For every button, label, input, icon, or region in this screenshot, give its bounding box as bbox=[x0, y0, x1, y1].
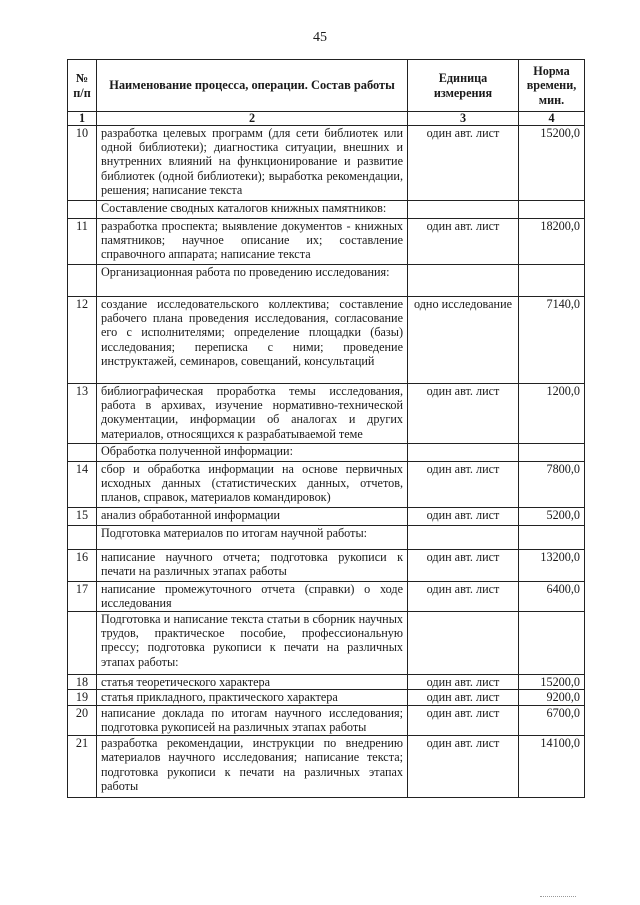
row-unit: один авт. лист bbox=[408, 219, 519, 265]
table-row bbox=[68, 297, 585, 384]
row-norm bbox=[519, 526, 585, 550]
row-norm bbox=[519, 201, 585, 219]
column-number: 2 bbox=[97, 112, 408, 126]
table-row bbox=[68, 508, 585, 526]
row-number: 21 bbox=[68, 736, 97, 798]
table-row bbox=[68, 219, 585, 265]
row-number: 15 bbox=[68, 508, 97, 526]
table-row bbox=[68, 736, 585, 798]
row-unit bbox=[408, 612, 519, 675]
row-norm: 1200,0 bbox=[519, 384, 585, 444]
row-number: 10 bbox=[68, 126, 97, 201]
row-description: Организационная работа по проведению исследования: bbox=[97, 265, 408, 297]
row-unit: один авт. лист bbox=[408, 126, 519, 201]
row-number bbox=[68, 265, 97, 297]
row-norm: 5200,0 bbox=[519, 508, 585, 526]
section-header-row bbox=[68, 201, 585, 219]
scan-mark bbox=[540, 896, 576, 899]
row-norm: 15200,0 bbox=[519, 675, 585, 690]
header-num: № п/п bbox=[68, 60, 97, 112]
row-norm bbox=[519, 265, 585, 297]
row-number bbox=[68, 201, 97, 219]
row-description: Подготовка и написание текста статьи в сборник научных трудов, практическое пособие, профессиональную прессу; подготовка рукописи к печати на различных этапах работы: bbox=[97, 612, 408, 675]
table-row bbox=[68, 462, 585, 508]
column-number: 4 bbox=[519, 112, 585, 126]
row-norm: 7140,0 bbox=[519, 297, 585, 384]
row-norm: 14100,0 bbox=[519, 736, 585, 798]
row-unit: один авт. лист bbox=[408, 462, 519, 508]
row-norm: 6400,0 bbox=[519, 582, 585, 612]
time-norms-table bbox=[67, 59, 585, 798]
section-header-row bbox=[68, 265, 585, 297]
row-number: 12 bbox=[68, 297, 97, 384]
row-unit: один авт. лист bbox=[408, 736, 519, 798]
row-number: 19 bbox=[68, 690, 97, 706]
header-norm: Норма времени, мин. bbox=[519, 60, 585, 112]
section-header-row bbox=[68, 526, 585, 550]
table-row bbox=[68, 384, 585, 444]
table-row bbox=[68, 690, 585, 706]
row-unit: один авт. лист bbox=[408, 675, 519, 690]
row-number: 17 bbox=[68, 582, 97, 612]
row-unit bbox=[408, 526, 519, 550]
row-description: анализ обработанной информации bbox=[97, 508, 408, 526]
row-description: статья прикладного, практического характера bbox=[97, 690, 408, 706]
column-number: 3 bbox=[408, 112, 519, 126]
row-description: сбор и обработка информации на основе первичных исходных данных (статистических данных, отчетов, планов, справок, материалов командировок) bbox=[97, 462, 408, 508]
row-unit: один авт. лист bbox=[408, 384, 519, 444]
row-unit: один авт. лист bbox=[408, 706, 519, 736]
row-description: написание научного отчета; подготовка рукописи к печати на различных этапах работы bbox=[97, 550, 408, 582]
row-description: статья теоретического характера bbox=[97, 675, 408, 690]
row-norm bbox=[519, 612, 585, 675]
row-unit: один авт. лист bbox=[408, 690, 519, 706]
row-description: библиографическая проработка темы исследования, работа в архивах, изучение нормативно-технической документации, информации об аналогах и других материалов, относящихся к разрабатываемой теме bbox=[97, 384, 408, 444]
table-row bbox=[68, 582, 585, 612]
table-row bbox=[68, 550, 585, 582]
table-row bbox=[68, 126, 585, 201]
header-unit: Единица измерения bbox=[408, 60, 519, 112]
section-header-row bbox=[68, 444, 585, 462]
table-row bbox=[68, 706, 585, 736]
row-description: разработка проспекта; выявление документов - книжных памятников; научное описание их; составление справочного аппарата; написание текста bbox=[97, 219, 408, 265]
row-number bbox=[68, 526, 97, 550]
row-description: написание промежуточного отчета (справки) о ходе исследования bbox=[97, 582, 408, 612]
row-description: Составление сводных каталогов книжных памятников: bbox=[97, 201, 408, 219]
row-number: 20 bbox=[68, 706, 97, 736]
header-name: Наименование процесса, операции. Состав работы bbox=[97, 60, 408, 112]
row-norm: 18200,0 bbox=[519, 219, 585, 265]
row-norm: 15200,0 bbox=[519, 126, 585, 201]
row-unit bbox=[408, 265, 519, 297]
row-norm: 9200,0 bbox=[519, 690, 585, 706]
row-description: разработка рекомендации, инструкции по внедрению материалов научного исследования; написание текста; подготовка рукописи к печати на различных этапах работы bbox=[97, 736, 408, 798]
row-description: разработка целевых программ (для сети библиотек или одной библиотеки); диагностика ситуации, внешних и внутренних влияний на функционирование и развитие библиотек (одной библиотеки); выработка рекомендации, решения; написание текста bbox=[97, 126, 408, 201]
table-body bbox=[68, 126, 585, 798]
row-norm: 13200,0 bbox=[519, 550, 585, 582]
page-number: 45 bbox=[313, 30, 327, 45]
row-description: Обработка полученной информации: bbox=[97, 444, 408, 462]
row-number: 14 bbox=[68, 462, 97, 508]
section-header-row bbox=[68, 612, 585, 675]
row-description: создание исследовательского коллектива; составление рабочего плана проведения исследования, согласование его с исполнителями; определение площадки (базы) исследования; переписка с ними; проведение инструктажей, семинаров, совещаний, консультаций bbox=[97, 297, 408, 384]
row-description: написание доклада по итогам научного исследования; подготовка рукописей на различных этапах работы bbox=[97, 706, 408, 736]
row-norm bbox=[519, 444, 585, 462]
row-norm: 6700,0 bbox=[519, 706, 585, 736]
row-unit bbox=[408, 201, 519, 219]
row-number: 13 bbox=[68, 384, 97, 444]
column-number: 1 bbox=[68, 112, 97, 126]
row-number: 18 bbox=[68, 675, 97, 690]
row-number bbox=[68, 444, 97, 462]
row-norm: 7800,0 bbox=[519, 462, 585, 508]
row-number bbox=[68, 612, 97, 675]
row-description: Подготовка материалов по итогам научной работы: bbox=[97, 526, 408, 550]
table-row bbox=[68, 675, 585, 690]
row-unit: один авт. лист bbox=[408, 508, 519, 526]
row-number: 16 bbox=[68, 550, 97, 582]
row-unit: одно исследование bbox=[408, 297, 519, 384]
row-unit bbox=[408, 444, 519, 462]
row-number: 11 bbox=[68, 219, 97, 265]
row-unit: один авт. лист bbox=[408, 550, 519, 582]
row-unit: один авт. лист bbox=[408, 582, 519, 612]
